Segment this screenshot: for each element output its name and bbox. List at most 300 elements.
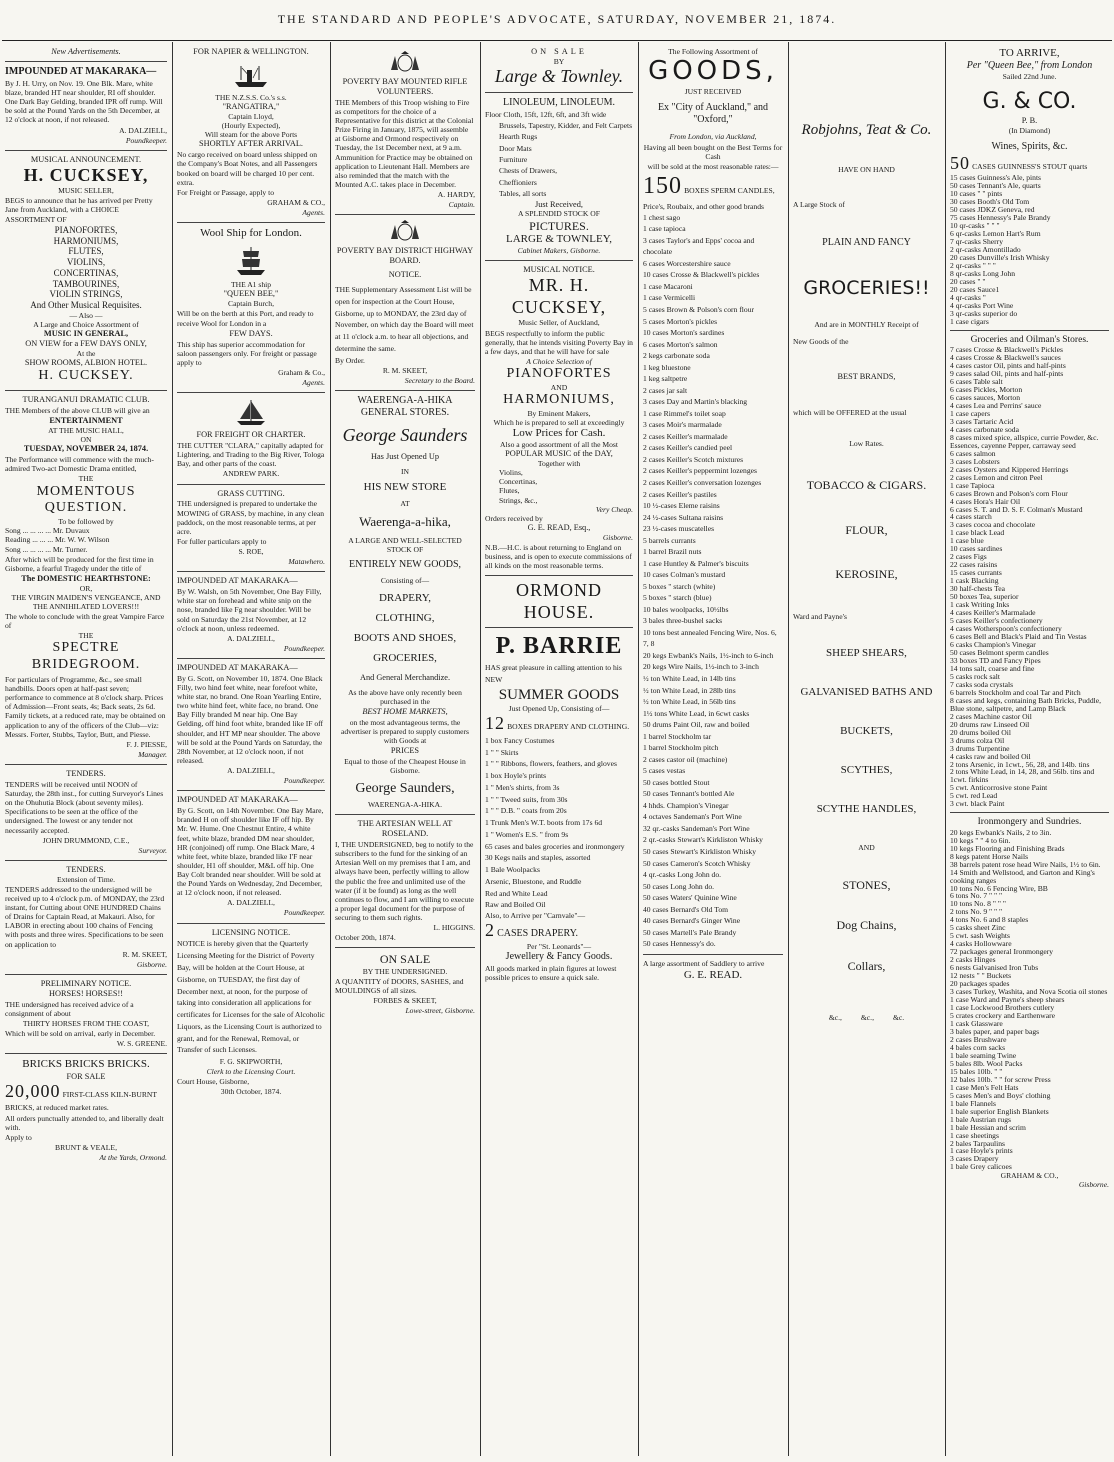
ad-line: Ex "City of Auckland," and "Oxford," bbox=[657, 102, 769, 126]
ad-head: ON SALE bbox=[379, 952, 431, 967]
ad-line: The DOMESTIC HEARTHSTONE: bbox=[21, 573, 151, 583]
ad-line: Floor Cloth, 15ft, 12ft, 6ft, and 3ft wide bbox=[485, 109, 607, 119]
ad-line: Low Prices for Cash. bbox=[512, 426, 606, 439]
product-item: GALVANISED BATHS AND bbox=[800, 685, 933, 698]
list-item: TAMBOURINES, bbox=[52, 278, 120, 289]
ad-line: 30th October, 1874. bbox=[220, 1087, 282, 1097]
list-item: Song ... ... ... ... Mr. Duvaux bbox=[5, 526, 90, 536]
list-item: 1 bale Flannels bbox=[950, 1098, 996, 1108]
list-item: 9 cases salad Oil, pints and half-pints bbox=[950, 369, 1064, 379]
list-item: 3 bales three-bushel sacks bbox=[643, 616, 723, 626]
list-item: 50 cases Long John do. bbox=[643, 881, 715, 891]
divider bbox=[177, 484, 325, 485]
ad-line: PRICES bbox=[390, 746, 420, 756]
ad-head: FOR FREIGHT OR CHARTER. bbox=[196, 430, 306, 440]
list-item: VIOLINS, bbox=[66, 257, 106, 268]
list-item: 2 qr.-casks Stewart's Kirkliston Whisky bbox=[643, 835, 763, 845]
divider bbox=[5, 860, 167, 861]
list-item: 20 packages spades bbox=[950, 979, 1010, 989]
ad-title: IMPOUNDED AT MAKARAKA— bbox=[177, 795, 298, 805]
ad-line: which will be OFFERED at the usual bbox=[793, 408, 907, 418]
ad-line: Orders received by bbox=[485, 513, 543, 523]
ad-head: BRICKS BRICKS BRICKS. bbox=[22, 1058, 150, 1071]
ad-subtitle: HORSES! HORSES!! bbox=[49, 988, 123, 998]
royal-crest-icon bbox=[383, 219, 427, 243]
list-item: Door Mats bbox=[499, 143, 532, 153]
list-item: 1 case Lockwood Brothers cutlery bbox=[950, 1003, 1055, 1013]
grass-ad bbox=[177, 489, 325, 567]
ad-line: ENTERTAINMENT bbox=[49, 416, 123, 426]
ad-signature: S. ROE, bbox=[238, 547, 264, 557]
ad-role: At the Yards, Ormond. bbox=[99, 1153, 167, 1163]
ad-role: Cabinet Makers, Gisborne. bbox=[517, 246, 601, 256]
ad-line: Price's, Roubaix, and other good brands bbox=[643, 201, 764, 211]
column-3 bbox=[330, 44, 480, 1456]
list-item: 4 octaves Sandeman's Port Wine bbox=[643, 812, 742, 822]
list-item: 50 cases Waters' Quinine Wine bbox=[643, 893, 737, 903]
list-item: Brussels, Tapestry, Kidder, and Felt Carpets bbox=[499, 120, 633, 130]
divider bbox=[5, 61, 167, 62]
list-item: 4 qr.-casks Long John do. bbox=[643, 870, 722, 880]
list-item: 20 drums raw Linseed Oil bbox=[950, 719, 1030, 729]
list-item: 3 cases Lobsters bbox=[950, 456, 1000, 466]
ad-line: AND bbox=[550, 382, 568, 392]
bricks-count: 20,000 bbox=[5, 1081, 61, 1102]
ormond-house-ad bbox=[485, 580, 633, 982]
ad-role: Gisborne. bbox=[1078, 1180, 1109, 1190]
ad-head: Wool Ship for London. bbox=[200, 227, 302, 240]
impound-ad bbox=[177, 795, 325, 917]
list-item: 2 cases Keiller's pastiles bbox=[643, 489, 717, 499]
ad-line: Sailed 22nd June. bbox=[1002, 72, 1057, 82]
ad-line: Also a good assortment of all the Most bbox=[500, 440, 618, 450]
list-item: 2 qr-casks " " " bbox=[950, 261, 996, 270]
ad-body: TENDERS addressed to the undersigned will be received up to 4 o'clock p.m. of MONDAY, the 23rd instant, for Cutting about ONE HUNDRED Chains of Drains for Captain Read, at Makauri. Also, for LABOR in erecting about 100 chains of Fencing with posts and three wires. Specifications to be seen on application to bbox=[5, 884, 165, 949]
list-item: 10 qr-casks " " " bbox=[950, 221, 1000, 231]
ad-line: Per "St. Leonards"— bbox=[526, 941, 592, 951]
ad-line: Ward and Payne's bbox=[793, 611, 847, 621]
brand-mark: (In Diamond) bbox=[1008, 125, 1051, 135]
list-item: 1 case Men's Felt Hats bbox=[950, 1082, 1019, 1092]
list-item: 2 cases Keiller's candied peel bbox=[643, 443, 733, 453]
list-item: 2 cases Lemon and citron Peel bbox=[950, 472, 1043, 482]
product-item: TOBACCO & CIGARS. bbox=[806, 478, 927, 493]
ad-line: OR, bbox=[79, 583, 93, 593]
ship-name: "RANGATIRA," bbox=[222, 102, 280, 112]
list-item: 5 cases vestas bbox=[643, 766, 686, 776]
list-item: ½ ton White Lead, in 14lb tins bbox=[643, 674, 736, 683]
list-item: 3 drums colza Oil bbox=[950, 735, 1005, 745]
large-townley-ad bbox=[485, 47, 633, 255]
section-heading: Ironmongery and Sundries. bbox=[977, 817, 1082, 828]
ad-line: Waerenga-a-hika, bbox=[359, 513, 451, 529]
list-item: 2 tons Arsenic, in 1cwt., 56, 28, and 14lb. tins bbox=[950, 759, 1090, 769]
ad-line: MUSIC IN GENERAL, bbox=[43, 329, 129, 339]
list-item: 50 cases Cameron's Scotch Whisky bbox=[643, 858, 751, 868]
list-item: 72 packages general Ironmongery bbox=[950, 947, 1054, 957]
groceries-list bbox=[950, 346, 1109, 808]
list-item: 1 " Men's shirts, from 3s bbox=[485, 782, 560, 792]
ad-title: IMPOUNDED AT MAKARAKA— bbox=[177, 662, 298, 672]
ad-line: BOXES DRAPERY AND CLOTHING. bbox=[507, 722, 630, 732]
ad-role: Agents. bbox=[302, 378, 325, 388]
ad-head: POVERTY BAY DISTRICT HIGHWAY BOARD. bbox=[336, 246, 474, 266]
list-item: 3 bales paper, and paper bags bbox=[950, 1026, 1040, 1036]
ad-line: PLAIN AND FANCY bbox=[822, 237, 911, 249]
ad-subtitle: MUSIC SELLER, bbox=[58, 186, 114, 196]
list-item: 1 cask Writing Inks bbox=[950, 600, 1010, 610]
divider bbox=[177, 923, 325, 924]
napier-ad bbox=[177, 47, 325, 217]
ad-head: POVERTY BAY MOUNTED RIFLE VOLUNTEERS. bbox=[342, 77, 468, 96]
list-item: 50 cases Belmont sperm candles bbox=[950, 647, 1049, 657]
list-item: 8 cases mixed spice, allspice, currie Powder, &c. Essences, cayenne Pepper, carraway seed bbox=[950, 432, 1099, 450]
list-item: 1 case cigars bbox=[950, 316, 989, 326]
ad-line: And are in MONTHLY Receipt of bbox=[814, 320, 919, 330]
ad-line: Low Rates. bbox=[849, 439, 884, 449]
list-item: 10 tons best annealed Fencing Wire, Nos. 6, 7, 8 bbox=[643, 627, 777, 649]
list-item: 4 casks raw and boiled Oil bbox=[950, 751, 1031, 761]
list-item: 5 cwt. red Lead bbox=[950, 791, 998, 801]
goods-list bbox=[485, 735, 633, 911]
ad-role: Captain. bbox=[448, 200, 475, 210]
list-item: 12 nests " " Buckets bbox=[950, 971, 1012, 981]
list-item: 1 cask Blacking bbox=[950, 576, 999, 586]
list-item: 10 tons No. 6 Fencing Wire, BB bbox=[950, 883, 1048, 893]
ad-subtitle: Extension of Time. bbox=[56, 874, 115, 884]
ad-role: Secretary to the Board. bbox=[404, 375, 475, 385]
list-item: 1½ tons White Lead, in 6cwt casks bbox=[643, 708, 750, 718]
ad-line: Having all been bought on the Best Terms for Cash bbox=[643, 142, 783, 161]
ad-line: HIS NEW STORE bbox=[363, 480, 447, 493]
list-item: 4 hhds. Champion's Vinegar bbox=[643, 800, 729, 810]
ad-line: CASES DRAPERY. bbox=[497, 928, 579, 940]
ad-line: FOR SALE bbox=[66, 1071, 106, 1081]
list-item: 50 cases Tennant's Ale, quarts bbox=[950, 181, 1041, 191]
ad-line: HARMONIUMS, bbox=[503, 391, 615, 407]
list-item: 20 cases Sauce1 bbox=[950, 284, 1000, 294]
ad-subtitle: Music Seller, of Auckland, bbox=[518, 318, 600, 328]
list-item: 2 tons No. 9 " " " bbox=[950, 907, 1003, 917]
list-item: Song ... ... ... ... Mr. Turner. bbox=[5, 544, 88, 554]
ad-signature: F. G. SKIPWORTH, bbox=[219, 1057, 283, 1067]
ad-line: (Hourly Expected), bbox=[221, 121, 281, 131]
tenders-extension-ad bbox=[5, 865, 167, 969]
ad-line: CASES GUINNESS'S STOUT quarts bbox=[972, 161, 1088, 171]
ad-line: Together with bbox=[537, 459, 581, 469]
divider bbox=[335, 814, 475, 815]
ad-signature: FORBES & SKEET, bbox=[373, 995, 437, 1005]
impound-ad bbox=[177, 663, 325, 785]
music-ad bbox=[5, 155, 167, 385]
programme-list bbox=[5, 526, 167, 553]
list-item: 30 half-chests Tea bbox=[950, 584, 1005, 594]
wool-ship-ad bbox=[177, 227, 325, 387]
ad-line: Just Received, bbox=[535, 199, 583, 209]
list-item: 2 cases Keiller's marmalade bbox=[643, 431, 728, 441]
list-item: 1 bale superior English Blankets bbox=[950, 1106, 1049, 1116]
divider bbox=[5, 764, 167, 765]
ad-head: WAERENGA-A-HIKA bbox=[357, 395, 453, 406]
ad-signature: A. DALZIELL, bbox=[119, 125, 167, 135]
product-item: SCYTHES, bbox=[840, 764, 893, 777]
preliminary-ad bbox=[5, 979, 167, 1048]
list-item: 6 cases Pickles, Morton bbox=[950, 384, 1023, 394]
doors-sale-ad bbox=[335, 952, 475, 1015]
list-item: 4 cases Lea and Perrins' sauce bbox=[950, 400, 1042, 410]
ad-body: THE Members of this Troop wishing to Fire as competitors for the choice of a Representative for this district at the Colonial Prize Firing in January, 1875, will assemble at Gisborne and Ormond respectively on Tuesday, the 1st December next, at 9 a.m. Ammunition for Practice may be obtained on application to Lieutenant Hall. Members are also reminded that the match with the Mounted A.C. takes place in December. bbox=[335, 97, 474, 189]
list-item: 2 cases jar salt bbox=[643, 385, 688, 395]
list-item: 4 cases carbonate soda bbox=[950, 424, 1019, 434]
divider bbox=[485, 260, 633, 261]
list-item: 50 cases Stewart's Kirkliston Whisky bbox=[643, 846, 757, 856]
ad-line: Will be on the berth at this Port, and ready to receive Wool for London in a bbox=[177, 309, 314, 328]
product-item: FLOUR, bbox=[845, 522, 888, 537]
list-item: 65 cases and bales groceries and ironmongery bbox=[485, 841, 625, 851]
list-item: 7 cases Crosse & Blackwell's Pickles bbox=[950, 345, 1063, 355]
candles-row bbox=[643, 172, 783, 201]
ad-signature: R. M. SKEET, bbox=[382, 365, 428, 375]
ad-signature: BRUNT & VEALE, bbox=[55, 1143, 117, 1153]
ad-line: FIRST-CLASS KILN-BURNT BRICKS, at reduced market rates. bbox=[5, 1090, 157, 1113]
list-item: Chests of Drawers, bbox=[499, 166, 557, 176]
ad-line: A Large and Choice Assortment of bbox=[33, 320, 139, 330]
list-item: 1 " " Ribbons, flowers, feathers, and gloves bbox=[485, 759, 617, 769]
list-item: 23 ½-cases muscatelles bbox=[643, 524, 715, 534]
drama-ad bbox=[5, 395, 167, 759]
section-label: New Advertisements. bbox=[51, 47, 121, 56]
list-item: 1 box Fancy Costumes bbox=[485, 735, 555, 745]
list-item: 2 cases Machine castor Oil bbox=[950, 711, 1032, 721]
list-item: 3 cases cocoa and chocolate bbox=[950, 520, 1036, 530]
artesian-ad bbox=[335, 819, 475, 942]
ad-line: HAVE ON HAND bbox=[838, 165, 895, 174]
ad-line: Apply to bbox=[5, 1133, 32, 1143]
list-item: And Other Musical Requisites. bbox=[30, 300, 142, 311]
list-item: Tables, all sorts bbox=[499, 189, 547, 199]
list-item: 8 qr-casks Long John bbox=[950, 268, 1016, 278]
ad-subtitle: BY THE UNDERSIGNED. bbox=[362, 966, 448, 976]
list-item: GROCERIES, bbox=[373, 652, 437, 665]
ad-body: THE undersigned is prepared to undertake the MOWING of GRASS, by machine, in any clean paddock, on the most reasonable terms, at per acre. bbox=[177, 499, 324, 536]
ad-line: Also, to Arrive per "Carnvale"— bbox=[485, 911, 586, 921]
list-item: 32 qr.-casks Sandeman's Port Wine bbox=[643, 823, 750, 833]
ad-body: HAS great pleasure in calling attention to his NEW bbox=[485, 663, 622, 684]
list-item: 4 casks Hollowware bbox=[950, 939, 1012, 949]
ad-title: IMPOUNDED AT MAKARAKA— bbox=[177, 576, 298, 586]
list-item: 50 drums Paint Oil, raw and boiled bbox=[643, 720, 750, 730]
list-item: ½ ton White Lead, in 56lb tins bbox=[643, 697, 736, 707]
list-item: 2 cases Keiller's Scotch mixtures bbox=[643, 454, 744, 464]
ad-line: on the most advantageous terms, the advertiser is prepared to supply customers with Goods at bbox=[340, 717, 469, 745]
list-item: 10 cases Morton's sardines bbox=[643, 328, 725, 338]
list-item: 1 keg bluestone bbox=[643, 362, 691, 372]
ad-line: The Performance will commence with the much-admired Two-act Domestic Drama entitled, bbox=[5, 455, 154, 474]
list-item: 1 barrel Brazil nuts bbox=[643, 547, 702, 557]
list-item: 5 boxes " starch (white) bbox=[643, 581, 716, 591]
divider bbox=[335, 947, 475, 948]
list-item: 1 case Rimmel's toilet soap bbox=[643, 408, 726, 418]
ship-name: "QUEEN BEE," bbox=[223, 289, 279, 299]
list-item: PIANOFORTES, bbox=[54, 224, 118, 235]
list-item: 1 bale seaming Twine bbox=[950, 1050, 1017, 1060]
list-item: 1 " " D.B. " coats from 20s bbox=[485, 806, 567, 816]
list-item: 15 cases Guinness's Ale, pints bbox=[950, 173, 1042, 183]
ad-line: POPULAR MUSIC of the DAY, bbox=[505, 449, 613, 459]
ad-line: ENTIRELY NEW GOODS, bbox=[348, 558, 462, 570]
ad-body: BEGS to announce that he has arrived per Pretty Jane from Auckland, with a CHOICE ASSORTMENT OF bbox=[5, 196, 153, 224]
list-item: 1 case Ward and Payne's sheep shears bbox=[950, 995, 1065, 1005]
ad-subtitle: NOTICE. bbox=[388, 270, 422, 280]
drapery-row bbox=[485, 713, 633, 735]
ad-role: Lowe-street, Gisborne. bbox=[405, 1006, 475, 1016]
ad-line: BY bbox=[553, 56, 565, 66]
list-item: 10 cases " " pints bbox=[950, 189, 1003, 199]
ad-body: By J. H. Urry, on Nov. 19. One Blk. Mare, white blaze, branded HT near shoulder, RI off shoulder. One Dark Bay Gelding, branded IPR off rump. Will be sold at the Pound Yards on the 5th December, at 12 o'clock at noon, if not released. bbox=[5, 78, 163, 125]
column-5 bbox=[638, 44, 788, 1456]
brand-mark: G. & CO. bbox=[982, 89, 1077, 115]
ad-line: For Freight or Passage, apply to bbox=[177, 187, 275, 197]
list-item: 10 tons No. 8 " " " bbox=[950, 899, 1006, 909]
ad-line: All orders punctually attended to, and liberally dealt with. bbox=[5, 1114, 164, 1133]
list-item: 4 cases Keiller's Marmalade bbox=[950, 608, 1036, 618]
ad-signature: ANDREW PARK. bbox=[222, 469, 280, 479]
ad-name: Robjohns, Teat & Co. bbox=[801, 122, 932, 138]
list-item: 1 barrel Stockholm tar bbox=[643, 731, 712, 741]
list-item: 14 tons salt, coarse and fine bbox=[950, 663, 1035, 673]
list-item: 5 cases Brown & Polson's corn flour bbox=[643, 305, 755, 314]
ad-line: SUMMER GOODS bbox=[498, 687, 620, 704]
list-item: 6 cases Table salt bbox=[950, 377, 1003, 387]
list-item: 20 kegs Ewbank's Nails, 2 to 3in. bbox=[950, 827, 1052, 837]
divider bbox=[5, 390, 167, 391]
waerenga-ad bbox=[335, 395, 475, 809]
ad-line: Captain Burch, bbox=[228, 299, 274, 309]
list-item: 3 cases Tartaric Acid bbox=[950, 416, 1014, 426]
ad-head: TENDERS. bbox=[66, 864, 106, 874]
column-1 bbox=[0, 44, 172, 1456]
list-item: Strings, &c., bbox=[499, 495, 538, 505]
section-heading: Groceries and Oilman's Stores. bbox=[970, 334, 1089, 345]
list-item: 2 cases Keiller's conversation lozenges bbox=[643, 477, 762, 487]
ad-line: Which he is prepared to sell at exceedingly bbox=[493, 417, 625, 427]
ad-head: TURANGANUI DRAMATIC CLUB. bbox=[22, 395, 150, 405]
section-heading: Wines, Spirits, &c. bbox=[991, 140, 1068, 152]
divider bbox=[5, 974, 167, 975]
ad-head: TO ARRIVE, bbox=[999, 47, 1060, 59]
ad-line: Per "Queen Bee," from London bbox=[966, 60, 1093, 72]
highway-ad bbox=[335, 219, 475, 385]
list-item: 5 cases Morton's pickles bbox=[643, 316, 718, 326]
ad-signature: H. CUCKSEY. bbox=[38, 368, 134, 384]
ad-head: ORMOND HOUSE. bbox=[515, 580, 602, 622]
divider bbox=[485, 92, 633, 93]
ad-line: BEST BRANDS, bbox=[837, 372, 896, 382]
stout-count: 50 bbox=[950, 152, 970, 173]
list-item: 2 cases Oysters and Kippered Herrings bbox=[950, 464, 1069, 474]
divider bbox=[177, 392, 325, 393]
list-item: 1 case Huntley & Palmer's biscuits bbox=[643, 558, 749, 568]
product-item: STONES, bbox=[842, 877, 891, 892]
ad-body: By G. Scott, on November 10, 1874. One Black Filly, two hind feet white, near forefoot white, white star, no brand. One Roan Yearling Entire, two white hind feet, white face, no brand. One Bay Filly branded M near hip. One Bay Gelding, off hind foot white, branded like IF off shoulder, and HT MP near shoulder. The above will be sold at the Pound Yards on Saturday, the 28th November, at 12 o'clock noon, if not released. bbox=[177, 673, 324, 765]
ad-line: By Eminent Makers, bbox=[527, 408, 591, 418]
list-item: 1 " " Skirts bbox=[485, 747, 519, 757]
licensing-ad bbox=[177, 928, 325, 1097]
ad-line: A Large Stock of bbox=[793, 200, 845, 210]
list-item: 1 case Hoyle's prints bbox=[950, 1146, 1013, 1156]
goods-list bbox=[485, 120, 633, 200]
list-item: 50 cases JDKZ Geneva, red bbox=[950, 205, 1035, 215]
column-4 bbox=[480, 44, 638, 1456]
list-item: 2 qr-casks Amontillado bbox=[950, 245, 1021, 255]
list-item: 5 boxes " starch (blue) bbox=[643, 593, 712, 603]
ad-line: Which will be sold on arrival, early in December. bbox=[5, 1029, 156, 1039]
ironmongery-list bbox=[950, 829, 1109, 1172]
ad-signature: A. DALZIELL, bbox=[227, 766, 275, 776]
ad-line: New Goods of the bbox=[793, 337, 849, 347]
ad-line: Equal to those of the Cheapest House in Gisborne. bbox=[344, 757, 466, 776]
list-item: FLUTES, bbox=[68, 246, 104, 257]
list-item: 5 cases Men's and Boys' clothing bbox=[950, 1090, 1051, 1100]
ad-line: TUESDAY, NOVEMBER 24, 1874. bbox=[23, 444, 149, 454]
ad-signature: R. M. SKEET, bbox=[122, 949, 167, 959]
list-item: 1 case blue bbox=[950, 536, 984, 546]
ad-line: After which will be produced for the first time in Gisborne, a fearful Tragedy under the title of bbox=[5, 554, 154, 573]
cases-count: 2 bbox=[485, 920, 495, 941]
ad-body: THE Supplementary Assessment List will be open for inspection at the Court House, Gisborne, up to MONDAY, the 23rd day of November, on which day the Board will meet at 11 o'clock a.m. to hear all objections, and determine the same. bbox=[335, 285, 474, 353]
ad-note: N.B.—H.C. is about returning to England on business, and is open to execute commissions of all kinds on the most reasonable terms. bbox=[485, 542, 632, 571]
impound-ad bbox=[177, 576, 325, 653]
list-item: 5 crates crockery and Earthenware bbox=[950, 1011, 1055, 1020]
list-item: 6 barrels Stockholm and coal Tar and Pitch bbox=[950, 687, 1081, 697]
list-item: 10 cases sardines bbox=[950, 544, 1003, 554]
list-item: 1 cask Glassware bbox=[950, 1018, 1003, 1028]
ad-role: Manager. bbox=[138, 749, 167, 759]
list-item: 2 cases Keiller's peppermint lozenges bbox=[643, 466, 757, 476]
ad-line: AT THE MUSIC HALL, bbox=[48, 426, 124, 436]
list-item: 6 cases Bell and Black's Plaid and Tin Vestas bbox=[950, 632, 1087, 642]
ad-head: TENDERS. bbox=[66, 769, 106, 779]
ad-line: A large assortment of Saddlery to arrive bbox=[643, 958, 765, 968]
list-item: 1 Bale Woolpacks bbox=[485, 865, 540, 875]
ad-line: Just Opened Up, Consisting of— bbox=[508, 704, 610, 714]
ad-line: SPECTRE BRIDEGROOM. bbox=[31, 640, 141, 673]
list-item: 6 cases Morton's salmon bbox=[643, 339, 718, 349]
ad-line: AND bbox=[858, 842, 875, 852]
ad-body: This ship has superior accommodation for saloon passengers only. For freight or passage apply to bbox=[177, 339, 317, 367]
divider bbox=[950, 330, 1109, 331]
bricks-ad bbox=[5, 1058, 167, 1162]
list-item: 6 casks Champion's Vinegar bbox=[950, 639, 1036, 649]
list-item: 1 case capers bbox=[950, 408, 991, 418]
wines-list bbox=[950, 174, 1109, 325]
list-item: 20 kegs Ewbank's Nails, 1½-inch to 6-inch bbox=[643, 650, 774, 660]
ad-line: Court House, Gisborne, bbox=[177, 1077, 250, 1087]
masthead-rule bbox=[2, 40, 1112, 41]
ad-signature: GRAHAM & CO., bbox=[267, 197, 325, 207]
list-item: 40 cases Bernard's Ginger Wine bbox=[643, 916, 741, 926]
list-item: Furniture bbox=[499, 154, 528, 164]
list-item: 33 boxes TD and Fancy Pipes bbox=[950, 655, 1041, 665]
list-item: 6 cases Worcestershire sauce bbox=[643, 258, 731, 268]
list-item: 1 bale Hessian and scrim bbox=[950, 1122, 1026, 1132]
ad-head: GOODS, bbox=[648, 56, 778, 87]
ad-line: ON SALE bbox=[531, 47, 587, 56]
list-item: 7 casks soda crystals bbox=[950, 679, 1014, 689]
divider bbox=[5, 150, 167, 151]
ad-line: The Following Assortment of bbox=[668, 47, 758, 56]
list-item: 50 boxes Tea, superior bbox=[950, 592, 1019, 602]
